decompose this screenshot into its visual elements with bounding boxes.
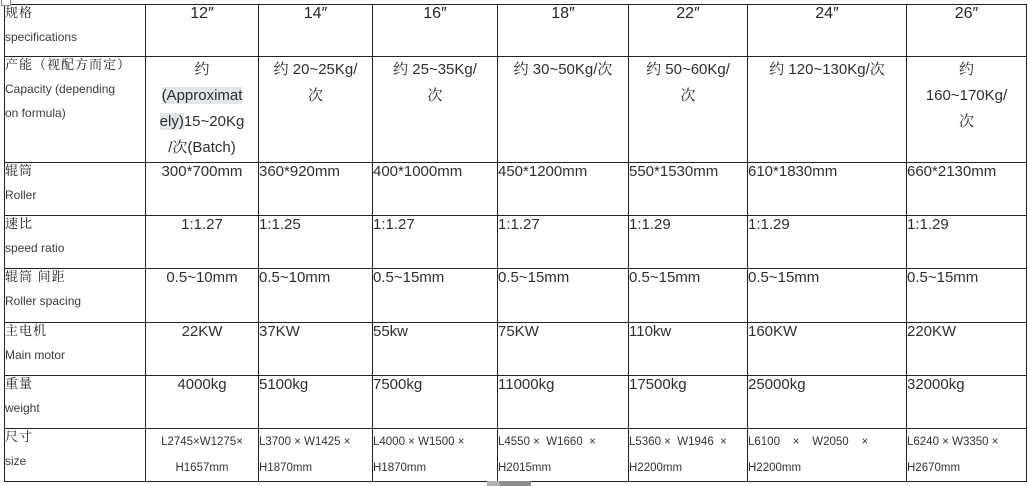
row-label-en: size [5, 454, 27, 468]
table-row-specifications [5, 5, 1027, 57]
cell-main-motor-14in: 37KW [259, 323, 373, 376]
cell-size-16in: L4000 × W1500 × H1870mm [373, 429, 498, 482]
row-label-en: Capacity (depending [5, 82, 116, 96]
cell-weight-16in: 7500kg [373, 376, 498, 429]
specification-table [4, 4, 1027, 482]
cell-roller-spacing-22in: 0.5~15mm [629, 269, 748, 323]
row-label-zh: 主电机 [5, 323, 48, 338]
cell-capacity-18in: 约 30~50Kg/次 [498, 57, 629, 163]
row-label-speed-ratio [5, 216, 146, 269]
cell-roller-26in: 660*2130mm [907, 163, 1027, 216]
cell-size-22in: L5360 × W1946 × H2200mm [629, 429, 748, 482]
cell-speed-ratio-16in: 1:1.27 [373, 216, 498, 269]
cell-speed-ratio-18in: 1:1.27 [498, 216, 629, 269]
cell-roller-16in: 400*1000mm [373, 163, 498, 216]
cell-roller-spacing-12in: 0.5~10mm [146, 269, 259, 323]
table-row-size [5, 429, 1027, 482]
highlighted-text: ely) [159, 113, 184, 130]
table-row-weight [5, 376, 1027, 429]
cell-roller-22in: 550*1530mm [629, 163, 748, 216]
cell-roller-spacing-18in: 0.5~15mm [498, 269, 629, 323]
row-label-zh: 产能（视配方而定） [5, 57, 132, 72]
cell-roller-24in: 610*1830mm [748, 163, 907, 216]
table-row-roller-spacing [5, 269, 1027, 323]
row-label-zh: 速比 [5, 216, 34, 231]
row-label-capacity [5, 57, 146, 163]
cell-main-motor-18in: 75KW [498, 323, 629, 376]
cell-roller-spacing-16in: 0.5~15mm [373, 269, 498, 323]
cell-roller-12in: 300*700mm [146, 163, 259, 216]
cell-weight-22in: 17500kg [629, 376, 748, 429]
row-label-en: Roller spacing [5, 294, 82, 308]
table-row-roller [5, 163, 1027, 216]
table-move-handle[interactable] [1, 0, 11, 6]
column-header-16in: 16″ [373, 5, 498, 57]
row-label-zh: 重量 [5, 376, 34, 391]
cell-speed-ratio-12in: 1:1.27 [146, 216, 259, 269]
column-header-22in: 22″ [629, 5, 748, 57]
row-label-en: specifications [5, 30, 78, 44]
cell-roller-14in: 360*920mm [259, 163, 373, 216]
cell-roller-spacing-24in: 0.5~15mm [748, 269, 907, 323]
row-label-roller [5, 163, 146, 216]
cell-speed-ratio-24in: 1:1.29 [748, 216, 907, 269]
cell-capacity-16in: 约 25~35Kg/ 次 [373, 57, 498, 163]
cell-main-motor-16in: 55kw [373, 323, 498, 376]
row-label-zh: 辊筒 [5, 163, 34, 178]
cell-main-motor-26in: 220KW [907, 323, 1027, 376]
cell-main-motor-24in: 160KW [748, 323, 907, 376]
horizontal-scrollbar-thumb[interactable] [487, 481, 531, 486]
row-label-en: Main motor [5, 348, 66, 362]
column-header-14in: 14″ [259, 5, 373, 57]
cell-weight-24in: 25000kg [748, 376, 907, 429]
cell-size-24in: L6100 × W2050 × H2200mm [748, 429, 907, 482]
cell-weight-26in: 32000kg [907, 376, 1027, 429]
table-row-main-motor [5, 323, 1027, 376]
cell-roller-spacing-14in: 0.5~10mm [259, 269, 373, 323]
row-label-roller-spacing [5, 269, 146, 323]
row-label-en: speed ratio [5, 241, 65, 255]
column-header-26in: 26″ [907, 5, 1027, 57]
row-label-specifications [5, 5, 146, 57]
row-label-zh: 规格 [5, 5, 34, 20]
row-label-zh: 尺寸 [5, 429, 34, 444]
row-label-zh: 辊筒 间距 [5, 269, 66, 284]
row-label-weight [5, 376, 146, 429]
cell-size-12in: L2745×W1275× H1657mm [146, 429, 259, 482]
row-label-en: Roller [5, 188, 37, 202]
cell-size-14in: L3700 × W1425 × H1870mm [259, 429, 373, 482]
cell-capacity-12in: 约 (Approximat ely)15~20Kg /次(Batch) [146, 57, 259, 163]
column-header-12in: 12″ [146, 5, 259, 57]
highlighted-text: (Approximat [161, 87, 243, 104]
cell-speed-ratio-14in: 1:1.25 [259, 216, 373, 269]
cell-capacity-24in: 约 120~130Kg/次 [748, 57, 907, 163]
column-header-18in: 18″ [498, 5, 629, 57]
cell-capacity-14in: 约 20~25Kg/ 次 [259, 57, 373, 163]
cell-size-18in: L4550 × W1660 × H2015mm [498, 429, 629, 482]
cell-roller-18in: 450*1200mm [498, 163, 629, 216]
row-label-en: weight [5, 401, 40, 415]
table-row-capacity [5, 57, 1027, 163]
cell-capacity-22in: 约 50~60Kg/ 次 [629, 57, 748, 163]
cell-weight-14in: 5100kg [259, 376, 373, 429]
column-header-24in: 24″ [748, 5, 907, 57]
table-row-speed-ratio [5, 216, 1027, 269]
row-label-en: on formula) [5, 106, 66, 120]
cell-weight-12in: 4000kg [146, 376, 259, 429]
cell-roller-spacing-26in: 0.5~15mm [907, 269, 1027, 323]
cell-weight-18in: 11000kg [498, 376, 629, 429]
row-label-size [5, 429, 146, 482]
cell-size-26in: L6240 × W3350 × H2670mm [907, 429, 1027, 482]
cell-main-motor-22in: 110kw [629, 323, 748, 376]
row-label-main-motor [5, 323, 146, 376]
cell-speed-ratio-26in: 1:1.29 [907, 216, 1027, 269]
cell-main-motor-12in: 22KW [146, 323, 259, 376]
cell-capacity-26in: 约 160~170Kg/ 次 [907, 57, 1027, 163]
cell-speed-ratio-22in: 1:1.29 [629, 216, 748, 269]
